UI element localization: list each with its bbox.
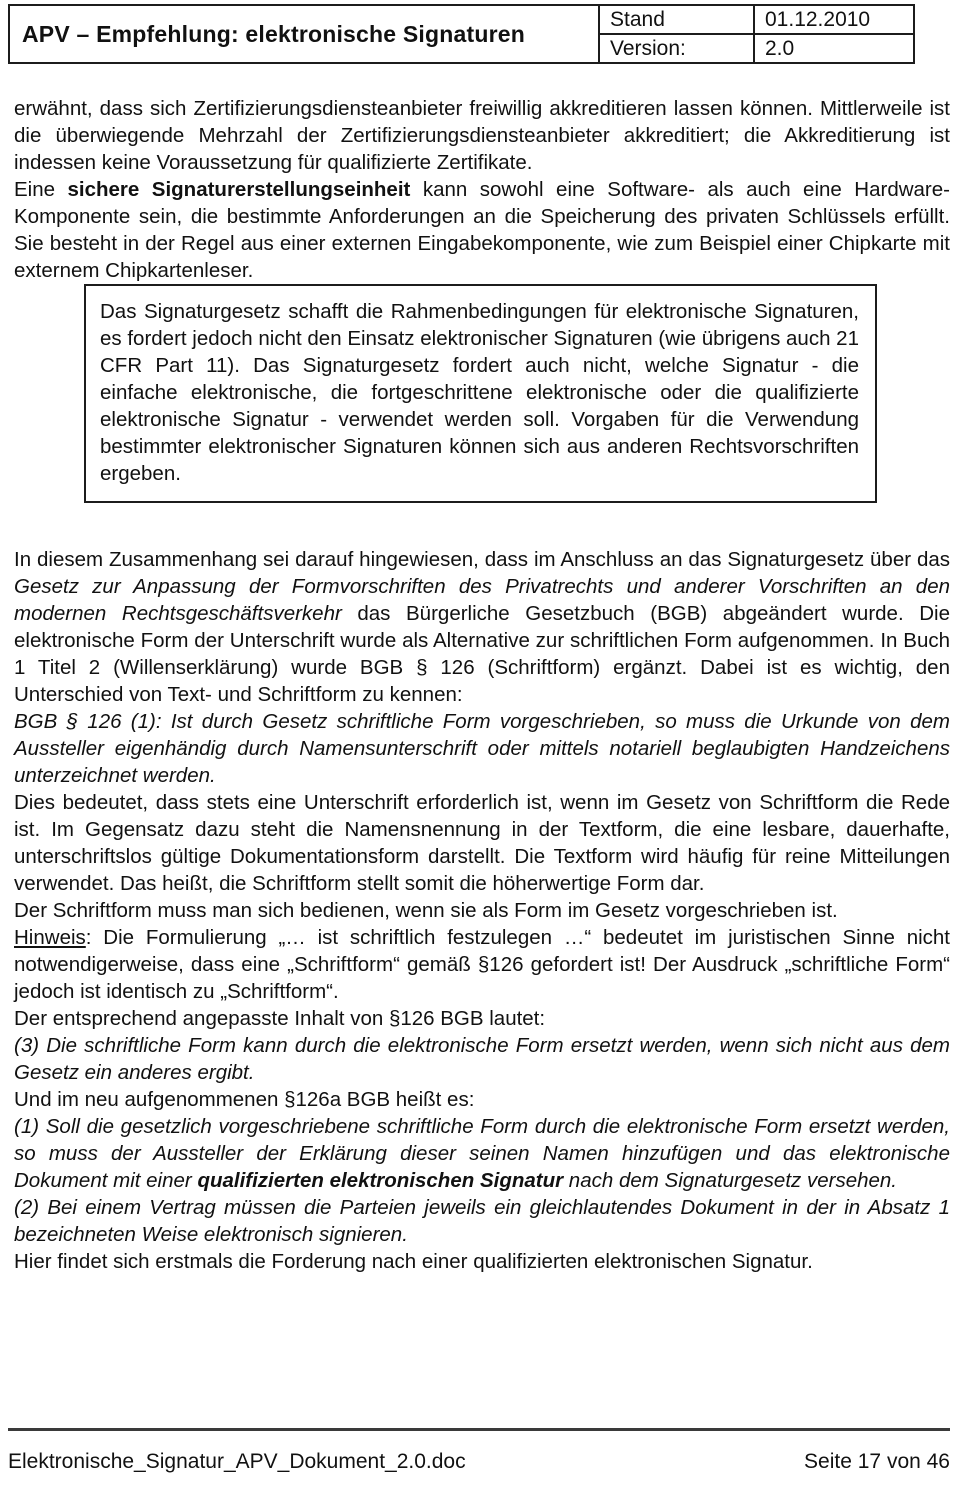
paragraph-akkreditierung: erwähnt, dass sich Zertifizierungsdiensteanbieter freiwillig akkreditieren lassen können. Mittlerweile ist die überwiegende Mehrzahl der Zertifizierungsdiensteanbieter akkreditiert; die Akkreditierung ist indessen keine Voraussetzung für qualifizierte Zertifikate. bbox=[14, 97, 950, 174]
paragraph-schriftform: Der Schriftform muss man sich bedienen, wenn sie als Form im Gesetz vorgeschrieben ist. bbox=[14, 899, 838, 922]
meta-value-stand: 01.12.2010 bbox=[753, 6, 913, 33]
paragraph-126a-intro: Und im neu aufgenommenen §126a BGB heißt es: bbox=[14, 1088, 475, 1111]
footer-filename: Elektronische_Signatur_APV_Dokument_2.0.doc bbox=[8, 1450, 466, 1473]
paragraph-inhalt-126: Der entsprechend angepasste Inhalt von §126 BGB lautet: bbox=[14, 1007, 546, 1030]
document-title: APV – Empfehlung: elektronische Signaturen bbox=[22, 20, 525, 47]
document-body bbox=[0, 64, 960, 1275]
paragraph-signaturerstellungseinheit bbox=[14, 176, 950, 284]
header-meta-table bbox=[598, 6, 913, 62]
paragraph-hinweis bbox=[14, 924, 950, 1005]
text-segment: Eine bbox=[14, 178, 68, 201]
signaturgesetz-box bbox=[84, 284, 877, 503]
meta-label-version: Version: bbox=[610, 36, 686, 60]
text-segment: (1) Soll die gesetzlich vorgeschriebene schriftliche Form durch die elektronische Form ersetzt werden, so muss der Aussteller der Erklärung dieser seinen Namen hinzufügen und das elektronische Dokument mit einer bbox=[14, 1115, 950, 1192]
quote-bgb-126-1: BGB § 126 (1): Ist durch Gesetz schriftliche Form vorgeschrieben, so muss die Urkunde von dem Aussteller eigenhändig durch Namensunterschrift oder mittels notariell beglaubigten Handzeichens unterzeichnet werden. bbox=[14, 710, 950, 787]
text-segment: nach dem Signaturgesetz versehen. bbox=[563, 1169, 898, 1192]
quote-126a-abs1 bbox=[14, 1113, 950, 1194]
box-text: Das Signaturgesetz schafft die Rahmenbedingungen für elektronische Signaturen, es fordert jedoch nicht den Einsatz elektronischer Signaturen (wie übrigens auch 21 CFR Part 11). Das Signaturgesetz fordert auch nicht, welche Signatur - die einfache elektronische, die fortgeschrittene elektronische oder die qualifizierte elektronische Signatur - verwendet werden soll. Vorgaben für die Verwendung bestimmter elektronischer Signaturen können sich aus anderen Rechtsvorschriften ergeben. bbox=[100, 300, 859, 485]
footer-page-number: Seite 17 von 46 bbox=[804, 1450, 950, 1473]
text-segment-italic: Gesetz zur Anpassung der Formvorschriften des Privatrechts und anderer Vorschriften an den modernen Rechtsgeschäftsverkehr bbox=[14, 575, 950, 625]
footer-row bbox=[8, 1431, 950, 1474]
meta-label-stand: Stand bbox=[610, 7, 665, 31]
paragraph-zusammenhang bbox=[14, 546, 950, 708]
text-segment-bold: sichere Signaturerstellungseinheit bbox=[67, 178, 411, 201]
paragraph-hier-findet: Hier findet sich erstmals die Forderung nach einer qualifizierten elektronischen Signatur. bbox=[14, 1250, 813, 1273]
text-segment: kann sowohl eine Software- als auch eine Hardware-Komponente sein, die bestimmte Anforderungen an die Speicherung des privaten Schlüssels erfüllt. Sie besteht in der Regel aus einer externen Eingabekomponente, wie zum Beispiel einer Chipkarte mit externem Chipkartenleser. bbox=[14, 178, 950, 282]
text-segment: In diesem Zusammenhang sei darauf hingewiesen, dass im Anschluss an das Signaturgesetz über das bbox=[14, 548, 950, 571]
quote-126-abs3: (3) Die schriftliche Form kann durch die elektronische Form ersetzt werden, wenn sich nicht aus dem Gesetz ein anderes ergibt. bbox=[14, 1034, 950, 1084]
meta-row-stand bbox=[600, 6, 913, 33]
paragraph-dies-bedeutet: Dies bedeutet, dass stets eine Unterschrift erforderlich ist, wenn im Gesetz von Schriftform die Rede ist. Im Gegensatz dazu steht die Namensnennung in der Textform, die eine lesbare, dauerhafte, unterschriftslos gültige Dokumentationsform darstellt. Die Textform wird häufig für reine Mitteilungen verwendet. Das heißt, die Schriftform stellt somit die höherwertige Form dar. bbox=[14, 791, 950, 895]
text-segment: das Bürgerliche Gesetzbuch (BGB) abgeändert wurde. Die elektronische Form der Unterschrift wurde als Alternative zur schriftlichen Form aufgenommen. In Buch 1 Titel 2 (Willenserklärung) wurde BGB § 126 (Schriftform) ergänzt. Dabei ist es wichtig, den Unterschied von Text- und Schriftform zu kennen: bbox=[14, 602, 950, 706]
text-segment: : Die Formulierung „… ist schriftlich festzulegen …“ bedeutet im juristischen Sinne nicht notwendigerweise, dass eine „Schriftform“ gemäß §126 gefordert ist! Der Ausdruck „schriftliche Form“ jedoch ist identisch zu „Schriftform“. bbox=[14, 926, 950, 1003]
hinweis-label: Hinweis bbox=[14, 926, 86, 949]
meta-row-version bbox=[600, 33, 913, 62]
text-segment-bold-italic: qualifizierten elektronischen Signatur bbox=[197, 1169, 564, 1192]
meta-value-version: 2.0 bbox=[753, 35, 913, 62]
header-table bbox=[8, 4, 915, 64]
quote-126a-abs2: (2) Bei einem Vertrag müssen die Parteien jeweils ein gleichlautendes Dokument in der in Absatz 1 bezeichneten Weise elektronisch signieren. bbox=[14, 1196, 950, 1246]
page-footer bbox=[8, 1428, 950, 1474]
